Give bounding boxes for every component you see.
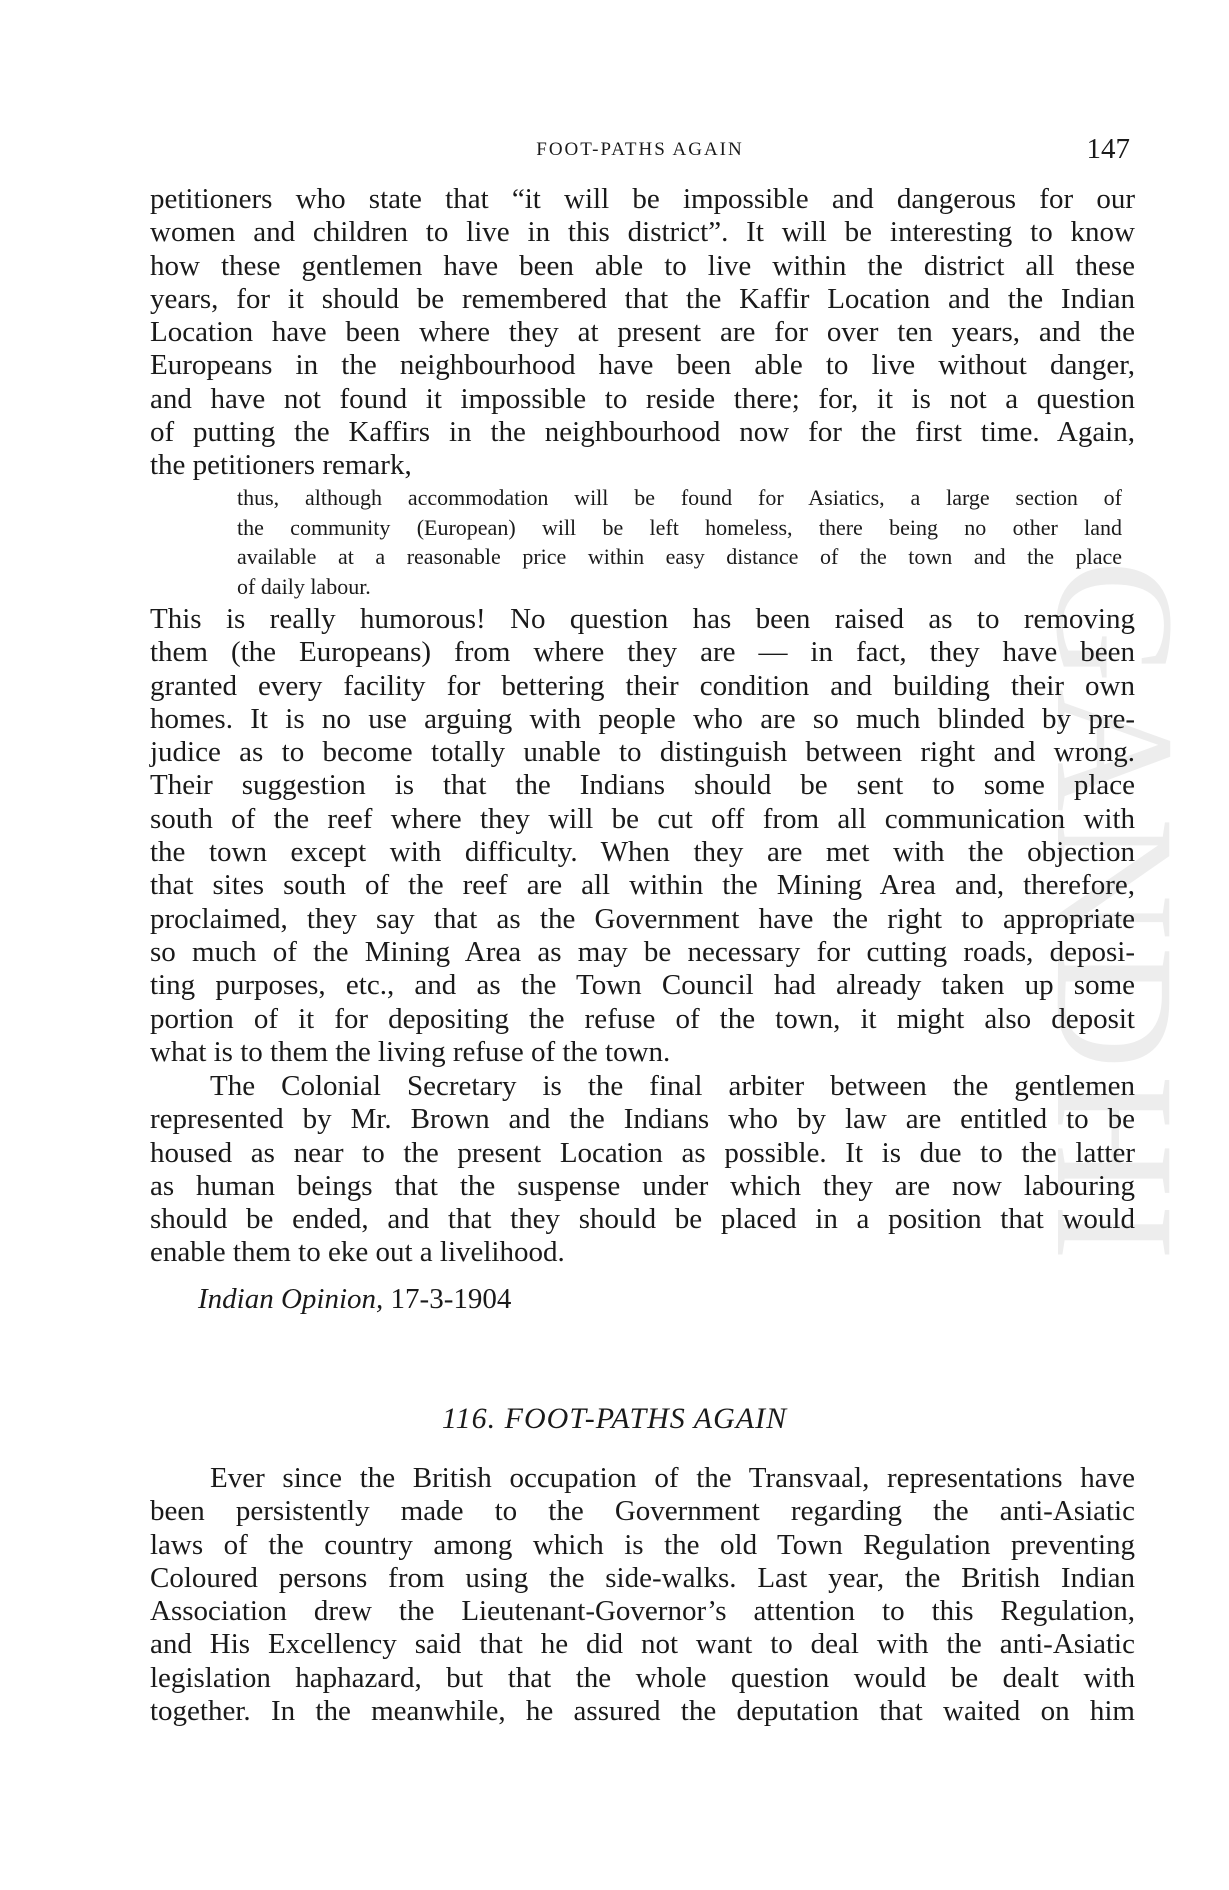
text-line: them (the Europeans) from where they are — in fact, they have been: [150, 636, 1135, 669]
block-quote: [237, 483, 1122, 601]
paragraph-foot-paths: [150, 1462, 1135, 1728]
text-line: Ever since the British occupation of the Transvaal, representations have: [210, 1462, 1135, 1494]
text-line: together. In the meanwhile, he assured the deputation that waited on him: [150, 1695, 1135, 1728]
text-line: so much of the Mining Area as may be necessary for cutting roads, deposi-: [150, 935, 1135, 968]
quote-line: of daily labour.: [237, 573, 371, 599]
text-line: been persistently made to the Government regarding the anti-Asiatic: [150, 1495, 1135, 1528]
text-line: Europeans in the neighbourhood have been able to live without danger,: [150, 349, 1135, 382]
text-line: homes. It is no use arguing with people who are so much blinded by pre-: [150, 702, 1135, 735]
text-line: housed as near to the present Location as possible. It is due to the latter: [150, 1136, 1135, 1169]
text-line: as human beings that the suspense under which they are now labouring: [150, 1169, 1135, 1202]
quote-line: available at a reasonable price within easy distance of the town and the place: [237, 544, 1122, 569]
citation-date: 17-3-1904: [390, 1283, 512, 1315]
text-line: portion of it for depositing the refuse of the town, it might also deposit: [150, 1002, 1135, 1035]
text-line: south of the reef where they will be cut off from all communication with: [150, 802, 1135, 835]
text-line: that sites south of the reef are all within the Mining Area and, therefore,: [150, 869, 1135, 902]
text-line: how these gentlemen have been able to live within the district all these: [150, 249, 1135, 282]
quote-line: thus, although accommodation will be found for Asiatics, a large section of: [237, 485, 1122, 510]
running-title: FOOT-PATHS AGAIN: [536, 139, 744, 160]
citation-source: Indian Opinion,: [198, 1283, 384, 1315]
text-line: Association drew the Lieutenant-Governor’s attention to this Regulation,: [150, 1595, 1135, 1628]
text-line: Their suggestion is that the Indians should be sent to some place: [150, 769, 1135, 802]
text-line: and have not found it impossible to reside there; for, it is not a question: [150, 382, 1135, 415]
text-line: the town except with difficulty. When they are met with the objection: [150, 836, 1135, 869]
text-line: proclaimed, they say that as the Government have the right to appropriate: [150, 902, 1135, 935]
running-head: [150, 135, 1130, 167]
text-line: what is to them the living refuse of the town.: [150, 1035, 671, 1068]
text-line: enable them to eke out a livelihood.: [150, 1236, 565, 1269]
text-line: judice as to become totally unable to distinguish between right and wrong.: [150, 736, 1135, 769]
text-line: should be ended, and that they should be placed in a position that would: [150, 1203, 1135, 1236]
text-line: granted every facility for bettering their condition and building their own: [150, 669, 1135, 702]
paragraph-humorous: [150, 603, 1135, 1069]
paragraph-colonial-secretary: [150, 1070, 1135, 1270]
text-line: petitioners who state that “it will be impossible and dangerous for our: [150, 183, 1135, 215]
text-line: Coloured persons from using the side-walks. Last year, the British Indian: [150, 1561, 1135, 1594]
text-line: laws of the country among which is the old Town Regulation preventing: [150, 1528, 1135, 1561]
text-line: years, for it should be remembered that the Kaffir Location and the Indian: [150, 282, 1135, 315]
text-line: legislation haphazard, but that the whole question would be dealt with: [150, 1661, 1135, 1694]
text-line: represented by Mr. Brown and the Indians who by law are entitled to be: [150, 1103, 1135, 1136]
text-line: of putting the Kaffirs in the neighbourhood now for the first time. Again,: [150, 416, 1135, 449]
paragraph-petitioners: [150, 183, 1135, 483]
text-line: women and children to live in this district”. It will be interesting to know: [150, 216, 1135, 249]
text-line: Location have been where they at present are for over ten years, and the: [150, 316, 1135, 349]
watermark: GANDHI: [1021, 560, 1209, 1267]
text-line: the petitioners remark,: [150, 449, 412, 482]
source-citation: [198, 1283, 511, 1316]
quote-line: the community (European) will be left homeless, there being no other land: [237, 514, 1122, 540]
page-number: 147: [1086, 133, 1130, 165]
text-line: This is really humorous! No question has been raised as to removing: [150, 603, 1135, 635]
text-line: The Colonial Secretary is the final arbiter between the gentlemen: [210, 1070, 1135, 1102]
text-line: ting purposes, etc., and as the Town Council had already taken up some: [150, 969, 1135, 1002]
article-heading: 116. FOOT-PATHS AGAIN: [441, 1402, 788, 1435]
text-line: and His Excellency said that he did not want to deal with the anti-Asiatic: [150, 1628, 1135, 1661]
